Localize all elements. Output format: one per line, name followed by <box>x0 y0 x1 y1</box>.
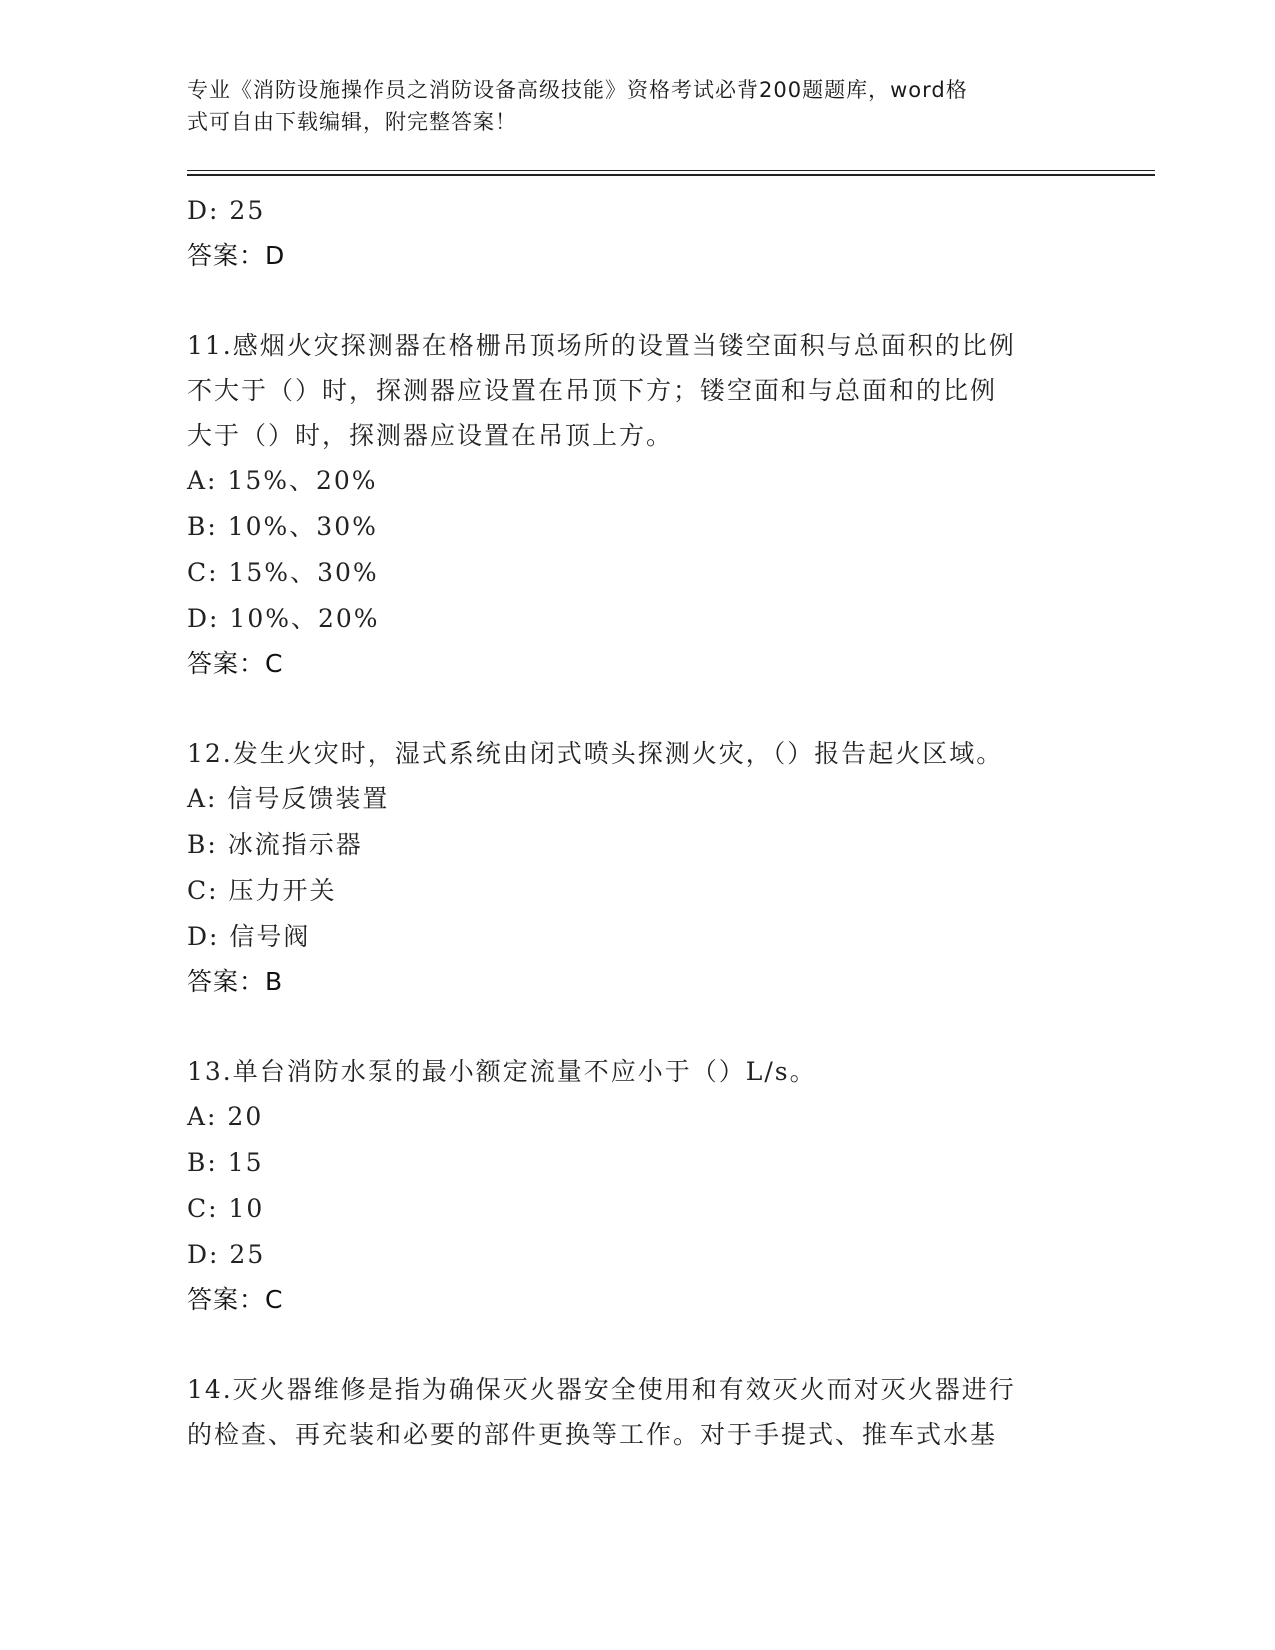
header-rule-thick <box>187 174 1155 176</box>
answer: 答案：B <box>187 967 284 996</box>
spacer <box>187 1322 1087 1367</box>
option-d: D: 25 <box>187 196 266 225</box>
answer: 答案：C <box>187 649 284 678</box>
header-line-2: 式可自由下载编辑，附完整答案！ <box>187 110 517 134</box>
answer: 答案：C <box>187 1285 284 1314</box>
header-line-1: 专业《消防设施操作员之消防设备高级技能》资格考试必背200题题库，word格 <box>187 78 968 102</box>
header-rule-thin <box>187 170 1155 171</box>
option-d: D: 10%、20% <box>187 604 380 633</box>
option-d: D: 信号阀 <box>187 922 311 951</box>
answer: 答案：D <box>187 241 286 270</box>
option-b: B: 冰流指示器 <box>187 830 363 859</box>
spacer <box>187 278 1087 323</box>
question-list <box>187 188 1087 1457</box>
question-12 <box>187 731 1087 1004</box>
option-d: D: 25 <box>187 1240 266 1269</box>
question-text-line: 的检查、再充装和必要的部件更换等工作。对于手提式、推车式水基 <box>187 1420 998 1449</box>
document-header <box>187 74 1067 138</box>
option-a: A: 20 <box>187 1102 264 1131</box>
question-11 <box>187 323 1087 686</box>
option-a: A: 信号反馈装置 <box>187 784 390 813</box>
option-c: C: 15%、30% <box>187 558 379 587</box>
spacer <box>187 686 1087 731</box>
option-a: A: 15%、20% <box>187 466 378 495</box>
question-text-line: 13.单台消防水泵的最小额定流量不应小于（）L/s。 <box>187 1057 817 1086</box>
question-text-line: 14.灭火器维修是指为确保灭火器安全使用和有效灭火而对灭火器进行 <box>187 1375 1016 1404</box>
question-14 <box>187 1367 1087 1457</box>
question-text-line: 12.发生火灾时，湿式系统由闭式喷头探测火灾，（）报告起火区域。 <box>187 739 1004 768</box>
option-b: B: 15 <box>187 1148 264 1177</box>
question-13 <box>187 1049 1087 1322</box>
option-b: B: 10%、30% <box>187 512 378 541</box>
option-c: C: 10 <box>187 1194 265 1223</box>
question-text-line: 不大于（）时，探测器应设置在吊顶下方；镂空面和与总面和的比例 <box>187 376 998 405</box>
spacer <box>187 1004 1087 1049</box>
option-c: C: 压力开关 <box>187 876 337 905</box>
previous-question-tail <box>187 188 1087 278</box>
question-text-line: 11.感烟火灾探测器在格栅吊顶场所的设置当镂空面积与总面积的比例 <box>187 331 1016 360</box>
question-text-line: 大于（）时，探测器应设置在吊顶上方。 <box>187 421 674 450</box>
